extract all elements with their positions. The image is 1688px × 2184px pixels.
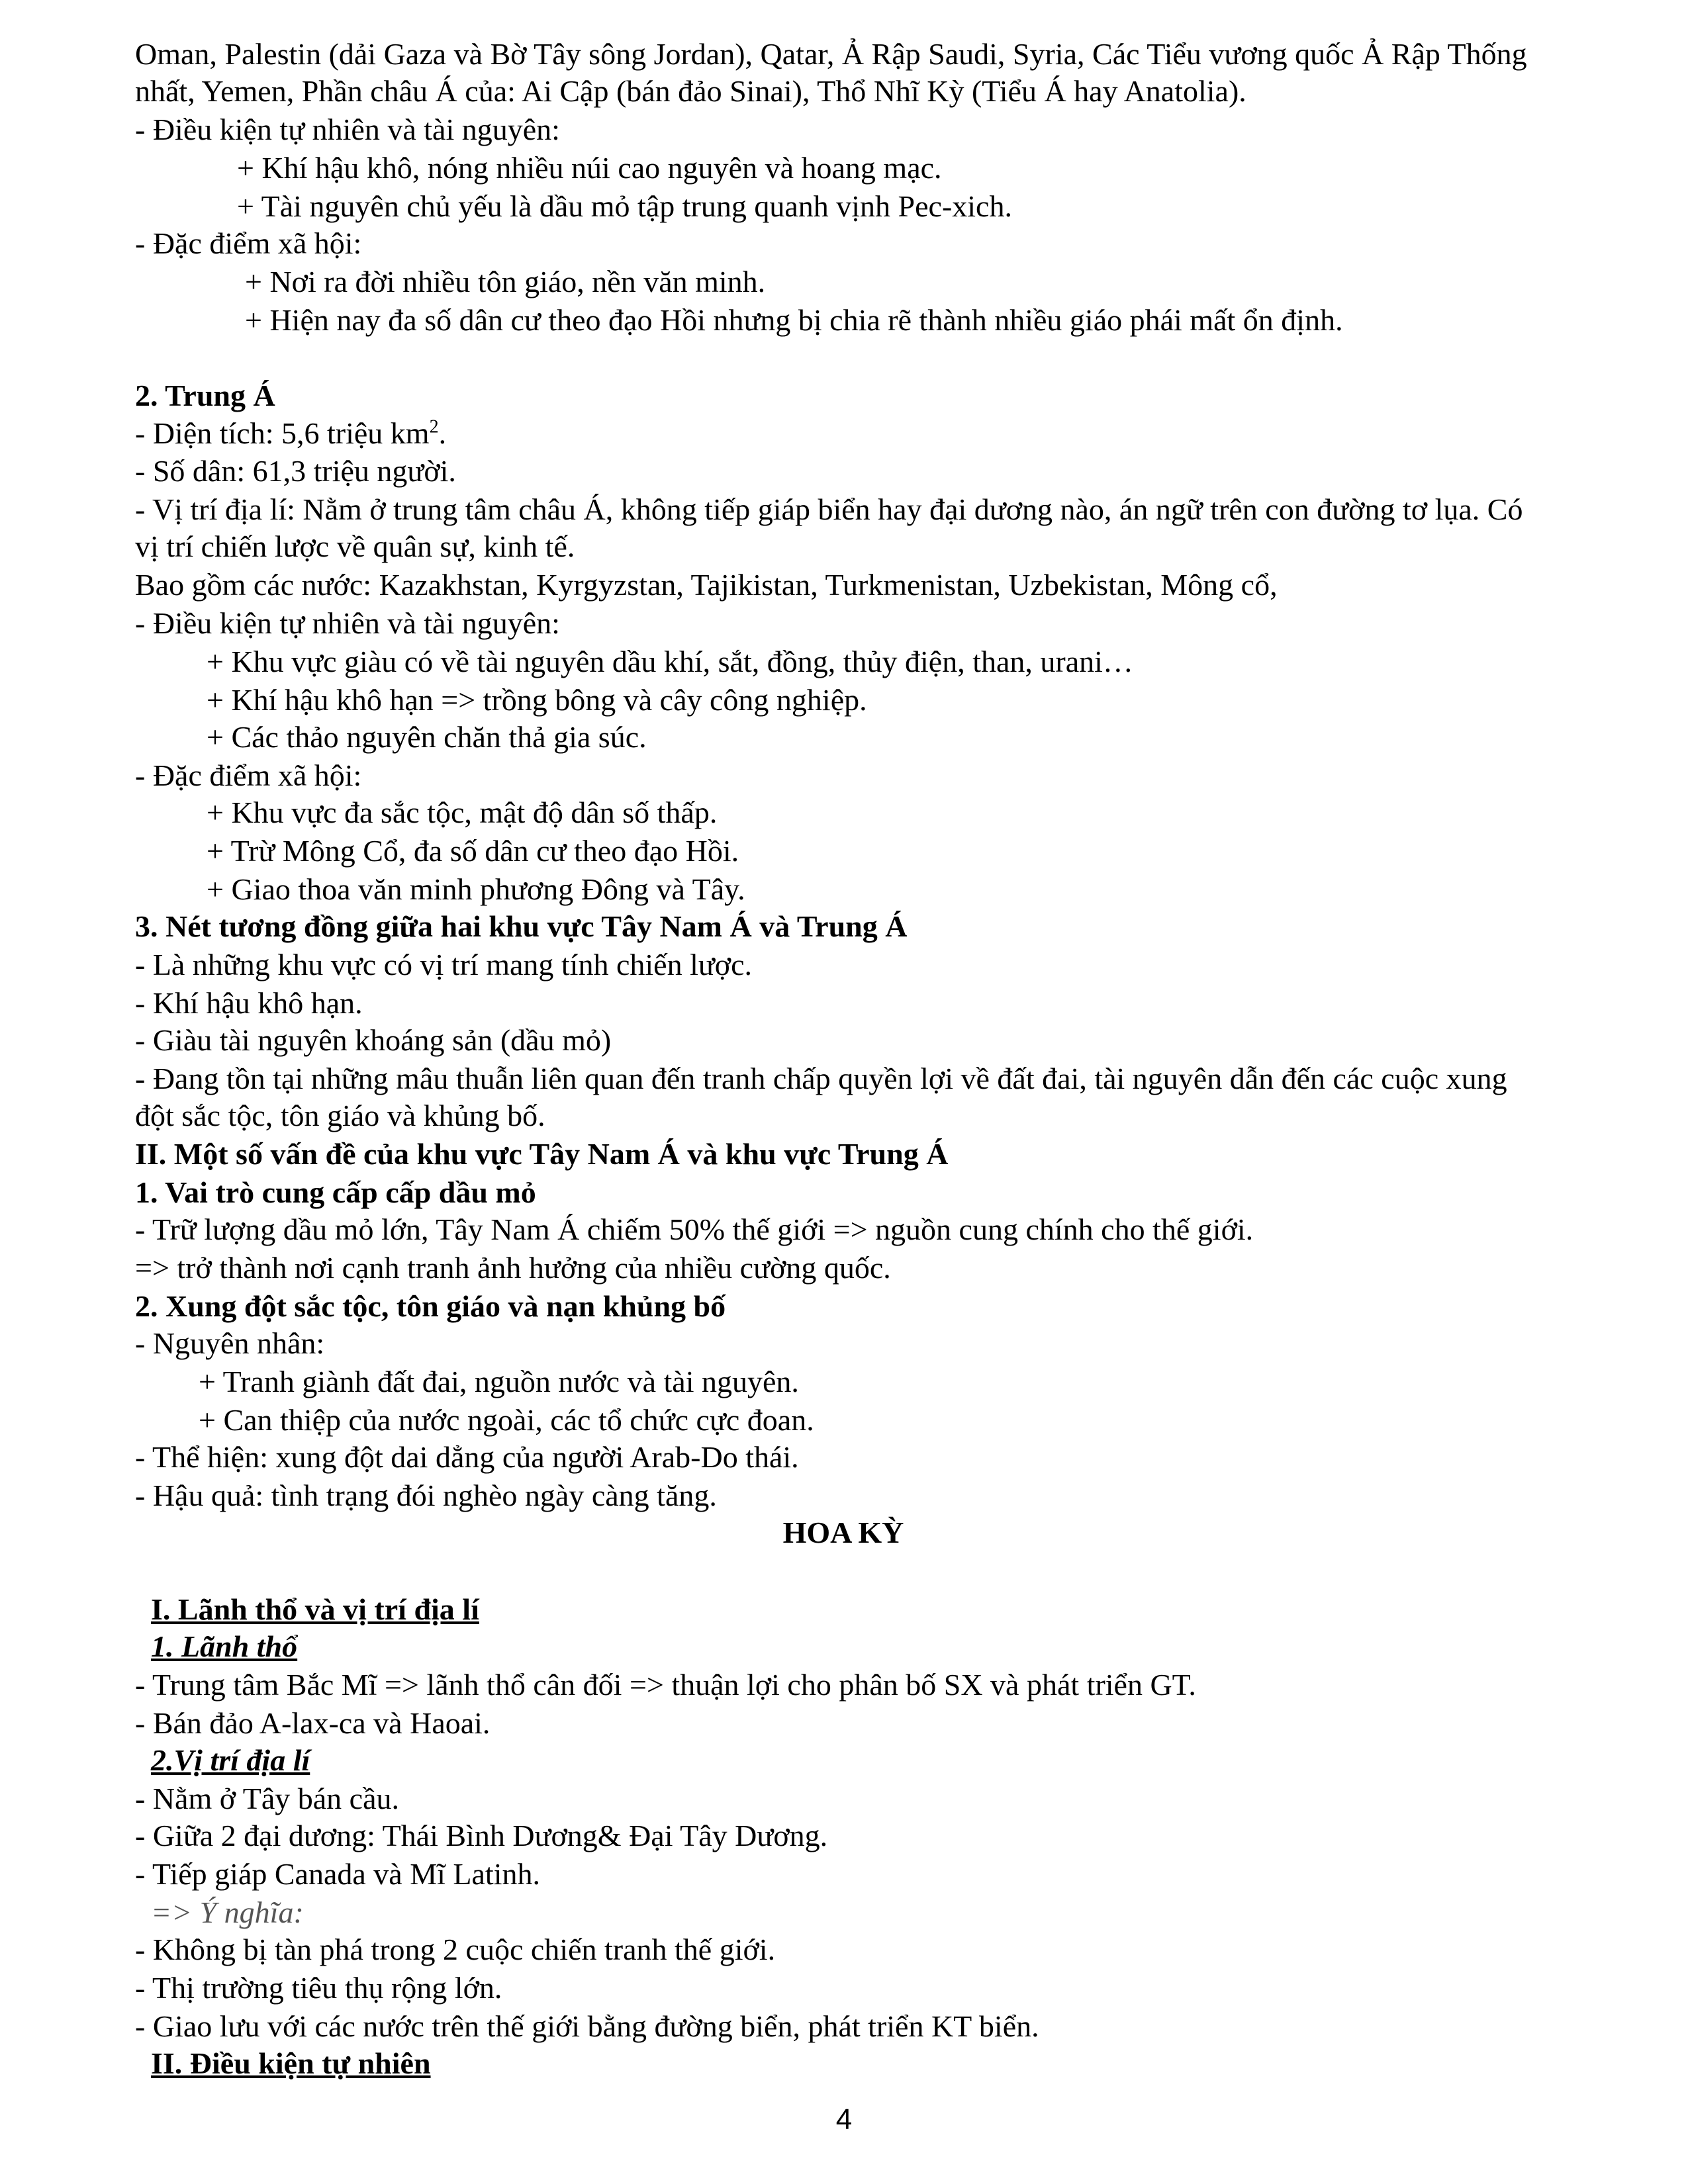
conflict-title: 2. Xung đột sắc tộc, tôn giáo và nạn khủng bố <box>135 1289 726 1323</box>
cause-heading: - Nguyên nhân: <box>135 1326 325 1360</box>
swa-natural-item: + Tài nguyên chủ yếu là dầu mỏ tập trung quanh vịnh Pec-xich. <box>237 189 1012 223</box>
central-asia-location: - Vị trí địa lí: Nằm ở trung tâm châu Á, không tiếp giáp biển hay đại dương nào, án ngữ trên con đường tơ lụa. Có vị trí chiến lược về quân sự, kinh tế. <box>135 492 1523 563</box>
territory-item: - Bán đảo A-lax-ca và Haoai. <box>135 1706 491 1740</box>
location-title: 2.Vị trí địa lí <box>151 1743 310 1777</box>
central-asia-social-item: + Khu vực đa sắc tộc, mật độ dân số thấp. <box>207 796 718 829</box>
similarities-title: 3. Nét tương đồng giữa hai khu vực Tây Nam Á và Trung Á <box>135 909 908 943</box>
central-asia-countries: Bao gồm các nước: Kazakhstan, Kyrgyzstan, Tajikistan, Turkmenistan, Uzbekistan, Mông cổ, <box>135 568 1278 602</box>
issues-title: II. Một số vấn đề của khu vực Tây Nam Á và khu vực Trung Á <box>135 1137 949 1171</box>
swa-social-heading: - Đặc điểm xã hội: <box>135 226 362 260</box>
similarities-item: - Là những khu vực có vị trí mang tính chiến lược. <box>135 948 753 981</box>
swa-social-item: + Nơi ra đời nhiều tôn giáo, nền văn minh. <box>245 265 766 298</box>
page-number: 4 <box>835 2103 853 2136</box>
usa-title: HOA KỲ <box>782 1516 904 1549</box>
manifestation-text: - Thể hiện: xung đột dai dẳng của người Arab-Do thái. <box>135 1440 799 1474</box>
consequence-text: - Hậu quả: tình trạng đói nghèo ngày càng tăng. <box>135 1479 717 1512</box>
usa-section-natural-conditions: II. Điều kiện tự nhiên <box>151 2046 431 2080</box>
cause-item: + Can thiệp của nước ngoài, các tổ chức cực đoan. <box>199 1403 814 1437</box>
meaning-item: - Không bị tàn phá trong 2 cuộc chiến tranh thế giới. <box>135 1933 776 1966</box>
oil-item: - Trữ lượng dầu mỏ lớn, Tây Nam Á chiếm 50% thế giới => nguồn cung chính cho thế giới. <box>135 1212 1254 1246</box>
swa-countries-text: Oman, Palestin (dải Gaza và Bờ Tây sông Jordan), Qatar, Ả Rập Saudi, Syria, Các Tiểu vương quốc Ả Rập Thống nhất, Yemen, Phần châu Á của: Ai Cập (bán đảo Sinai), Thổ Nhĩ Kỳ (Tiểu Á hay Anatolia). <box>135 37 1527 108</box>
swa-social-item: + Hiện nay đa số dân cư theo đạo Hồi nhưng bị chia rẽ thành nhiều giáo phái mất ổn định. <box>245 303 1343 337</box>
location-item: - Giữa 2 đại dương: Thái Bình Dương& Đại Tây Dương. <box>135 1819 828 1852</box>
central-asia-social-heading: - Đặc điểm xã hội: <box>135 758 362 792</box>
oil-item: => trở thành nơi cạnh tranh ảnh hưởng của nhiều cường quốc. <box>135 1251 891 1285</box>
central-asia-natural-item: + Khí hậu khô hạn => trồng bông và cây công nghiệp. <box>207 683 867 717</box>
usa-section-territory-location: I. Lãnh thổ và vị trí địa lí <box>151 1592 479 1626</box>
central-asia-population: - Số dân: 61,3 triệu người. <box>135 454 456 488</box>
meaning-item: - Thị trường tiêu thụ rộng lớn. <box>135 1971 502 2005</box>
central-asia-natural-heading: - Điều kiện tự nhiên và tài nguyên: <box>135 606 560 640</box>
central-asia-area: - Diện tích: 5,6 triệu $km^2$. <box>135 416 447 450</box>
cause-item: + Tranh giành đất đai, nguồn nước và tài nguyên. <box>199 1365 799 1398</box>
similarities-item: - Giàu tài nguyên khoáng sản (dầu mỏ) <box>135 1023 612 1057</box>
location-item: - Tiếp giáp Canada và Mĩ Latinh. <box>135 1857 540 1891</box>
territory-item: - Trung tâm Bắc Mĩ => lãnh thổ cân đối => thuận lợi cho phân bố SX và phát triển GT. <box>135 1668 1196 1702</box>
similarities-item: - Đang tồn tại những mâu thuẫn liên quan đến tranh chấp quyền lợi về đất đai, tài nguyên dẫn đến các cuộc xung đột sắc tộc, tôn giáo và khủng bố. <box>135 1062 1507 1132</box>
central-asia-social-item: + Giao thoa văn minh phương Đông và Tây. <box>207 872 745 906</box>
territory-title: 1. Lãnh thổ <box>151 1629 298 1663</box>
similarities-item: - Khí hậu khô hạn. <box>135 986 363 1020</box>
swa-natural-heading: - Điều kiện tự nhiên và tài nguyên: <box>135 113 560 146</box>
meaning-item: - Giao lưu với các nước trên thế giới bằng đường biển, phát triển KT biển. <box>135 2009 1039 2043</box>
meaning-label: => Ý nghĩa: <box>151 1895 304 1929</box>
oil-title: 1. Vai trò cung cấp cấp dầu mỏ <box>135 1175 536 1209</box>
central-asia-social-item: + Trừ Mông Cổ, đa số dân cư theo đạo Hồi. <box>207 834 739 868</box>
location-item: - Nằm ở Tây bán cầu. <box>135 1782 399 1815</box>
swa-natural-item: + Khí hậu khô, nóng nhiều núi cao nguyên và hoang mạc. <box>237 151 942 185</box>
central-asia-natural-item: + Các thảo nguyên chăn thả gia súc. <box>207 720 647 754</box>
central-asia-natural-item: + Khu vực giàu có về tài nguyên dầu khí, sắt, đồng, thủy điện, than, urani… <box>207 645 1133 678</box>
central-asia-title: 2. Trung Á <box>135 379 275 412</box>
